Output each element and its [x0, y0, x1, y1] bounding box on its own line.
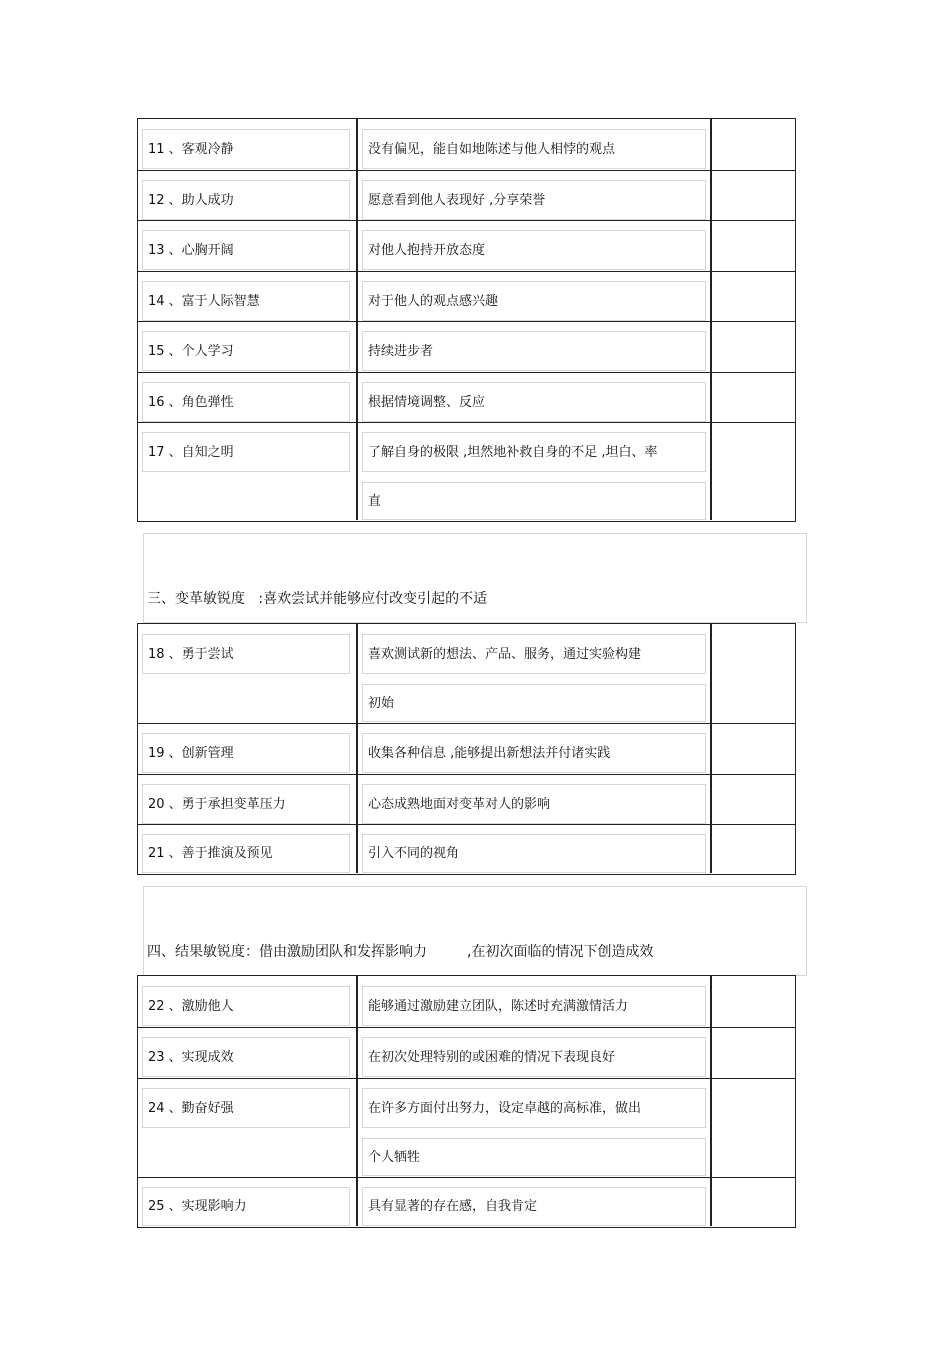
competency-description: 了解自身的极限 ,坦然地补救自身的不足 ,坦白、率: [362, 432, 706, 472]
competency-description: 愿意看到他人表现好 ,分享荣誉: [362, 180, 706, 220]
competency-name: 14 、富于人际智慧: [142, 281, 350, 321]
competency-name: 20 、勇于承担变革压力: [142, 784, 350, 824]
table-row: [138, 824, 795, 873]
section-heading-box: [143, 886, 807, 976]
competency-description: 具有显著的存在感，自我肯定: [362, 1187, 706, 1226]
competency-description: 没有偏见，能自如地陈述与他人相悖的观点: [362, 129, 706, 169]
table-row: [138, 1078, 795, 1177]
competency-name: 17 、自知之明: [142, 432, 350, 472]
competency-description-continued: 直: [362, 482, 706, 520]
competency-description: 根据情境调整、反应: [362, 382, 706, 422]
table-row: [138, 976, 795, 1027]
table-row: [138, 170, 795, 220]
table-row: [138, 422, 795, 520]
competency-name: 24 、勤奋好强: [142, 1088, 350, 1128]
section-title: 四、结果敏锐度：借由激励团队和发挥影响力 ,在初次面临的情况下创造成效: [147, 944, 654, 960]
competency-table-2: [137, 623, 796, 875]
table-row: [138, 119, 795, 170]
competency-description: 喜欢测试新的想法、产品、服务，通过实验构建: [362, 634, 706, 674]
competency-description: 心态成熟地面对变革对人的影响: [362, 784, 706, 824]
table-row: [138, 723, 795, 774]
competency-name: 16 、角色弹性: [142, 382, 350, 422]
section-heading-box: [143, 533, 807, 623]
competency-name: 25 、实现影响力: [142, 1187, 350, 1226]
competency-description: 在许多方面付出努力，设定卓越的高标准，做出: [362, 1088, 706, 1128]
table-row: [138, 1177, 795, 1226]
competency-name: 23 、实现成效: [142, 1037, 350, 1077]
table-row: [138, 321, 795, 372]
table-row: [138, 624, 795, 723]
competency-description: 持续进步者: [362, 331, 706, 371]
table-row: [138, 271, 795, 321]
competency-description: 在初次处理特别的或困难的情况下表现良好: [362, 1037, 706, 1077]
competency-name: 11 、客观冷静: [142, 129, 350, 169]
table-row: [138, 1027, 795, 1078]
competency-description: 引入不同的视角: [362, 834, 706, 873]
competency-name: 13 、心胸开阔: [142, 230, 350, 270]
competency-description: 对他人抱持开放态度: [362, 230, 706, 270]
table-row: [138, 220, 795, 271]
competency-table-3: [137, 975, 796, 1228]
section-title: 三、变革敏锐度 :喜欢尝试并能够应付改变引起的不适: [147, 591, 488, 607]
competency-name: 22 、激励他人: [142, 986, 350, 1026]
table-row: [138, 774, 795, 824]
table-row: [138, 372, 795, 422]
competency-table-1: [137, 118, 796, 522]
competency-name: 21 、善于推演及预见: [142, 834, 350, 873]
competency-name: 19 、创新管理: [142, 733, 350, 773]
competency-description: 收集各种信息 ,能够提出新想法并付诸实践: [362, 733, 706, 773]
competency-description-continued: 初始: [362, 684, 706, 722]
competency-name: 12 、助人成功: [142, 180, 350, 220]
competency-description: 能够通过激励建立团队，陈述时充满激情活力: [362, 986, 706, 1026]
competency-description-continued: 个人牺牲: [362, 1138, 706, 1176]
competency-name: 18 、勇于尝试: [142, 634, 350, 674]
competency-name: 15 、个人学习: [142, 331, 350, 371]
competency-description: 对于他人的观点感兴趣: [362, 281, 706, 321]
